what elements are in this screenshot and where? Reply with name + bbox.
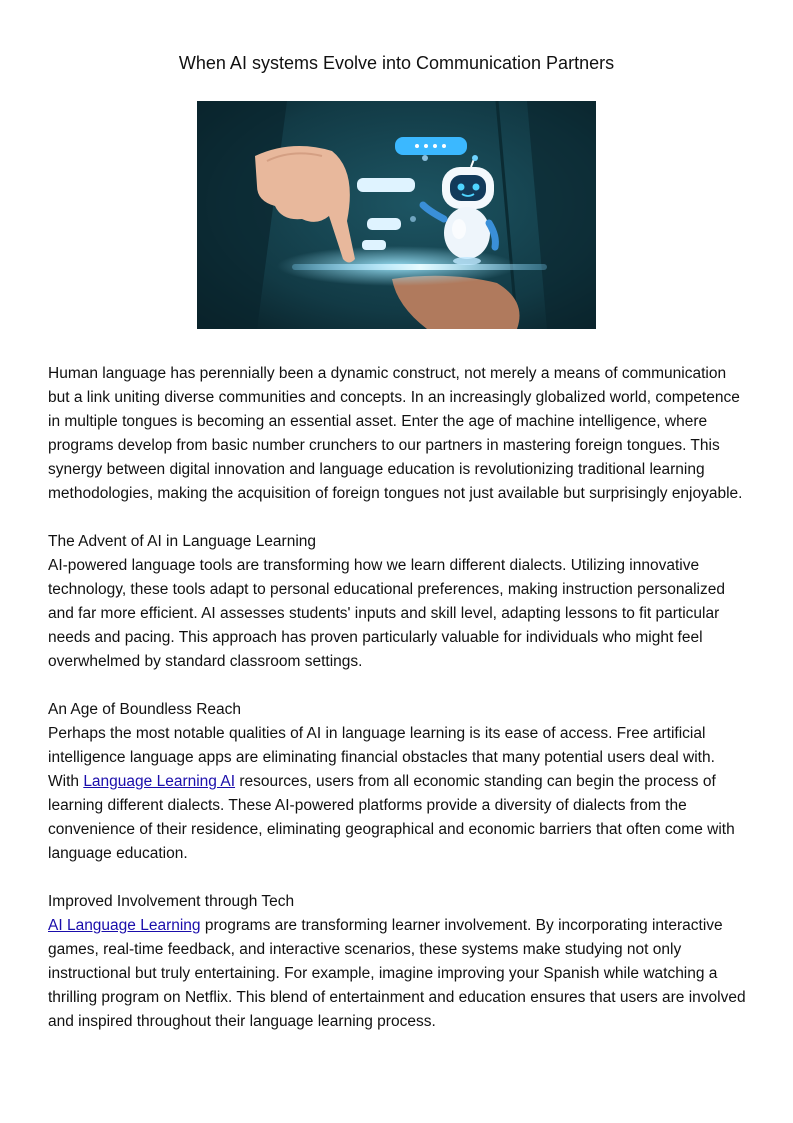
paragraph-text: resources, users from all economic standing can begin the process of learning different dialects. These AI-powered platforms provide a diversity of dialects from the convenience of their residence, eliminating geographical and economic barriers that often come with language education. bbox=[48, 773, 735, 862]
section-paragraph: AI-powered language tools are transforming how we learn different dialects. Utilizing innovative technology, these tools adapt to personal educational preferences, making instruction personalized and far more efficient. AI assesses students' inputs and skill level, adapting lessons to fit particular needs and pacing. This approach has proven particularly valuable for individuals who might feel overwhelmed by standard classroom settings. bbox=[48, 557, 725, 670]
language-learning-ai-link[interactable]: Language Learning AI bbox=[83, 773, 236, 790]
paragraph-text: programs are transforming learner involvement. By incorporating interactive games, real-time feedback, and interactive scenarios, these systems make studying not only instructional but truly entertaining. For example, imagine improving your Spanish while watching a thrilling program on Netflix. This blend of entertainment and education ensures that users are involved and inspired throughout their language learning process. bbox=[48, 917, 746, 1030]
section-paragraph bbox=[48, 722, 748, 866]
ai-language-learning-link[interactable]: AI Language Learning bbox=[48, 917, 201, 934]
section-paragraph bbox=[48, 914, 748, 1034]
section-heading: An Age of Boundless Reach bbox=[48, 701, 242, 718]
intro-paragraph: Human language has perennially been a dynamic construct, not merely a means of communication but a link uniting diverse communities and concepts. In an increasingly globalized world, competence in multiple tongues is becoming an essential asset. Enter the age of machine intelligence, where programs develop from basic number crunchers to our partners in mastering foreign tongues. This synergy between digital innovation and language education is revolutionizing traditional learning methodologies, making the acquisition of foreign tongues not just available but surprisingly enjoyable. bbox=[48, 365, 743, 502]
page-title: When AI systems Evolve into Communication Partners bbox=[178, 53, 615, 73]
section-heading: Improved Involvement through Tech bbox=[48, 893, 295, 910]
hero-image bbox=[197, 101, 596, 329]
section-heading: The Advent of AI in Language Learning bbox=[48, 533, 317, 550]
paragraph-text: Perhaps the most notable qualities of AI in language learning is its ease of access. Free artificial intelligence language apps are eliminating financial obstacles that many potential users deal with. With bbox=[48, 725, 715, 790]
article-body bbox=[48, 362, 748, 1034]
